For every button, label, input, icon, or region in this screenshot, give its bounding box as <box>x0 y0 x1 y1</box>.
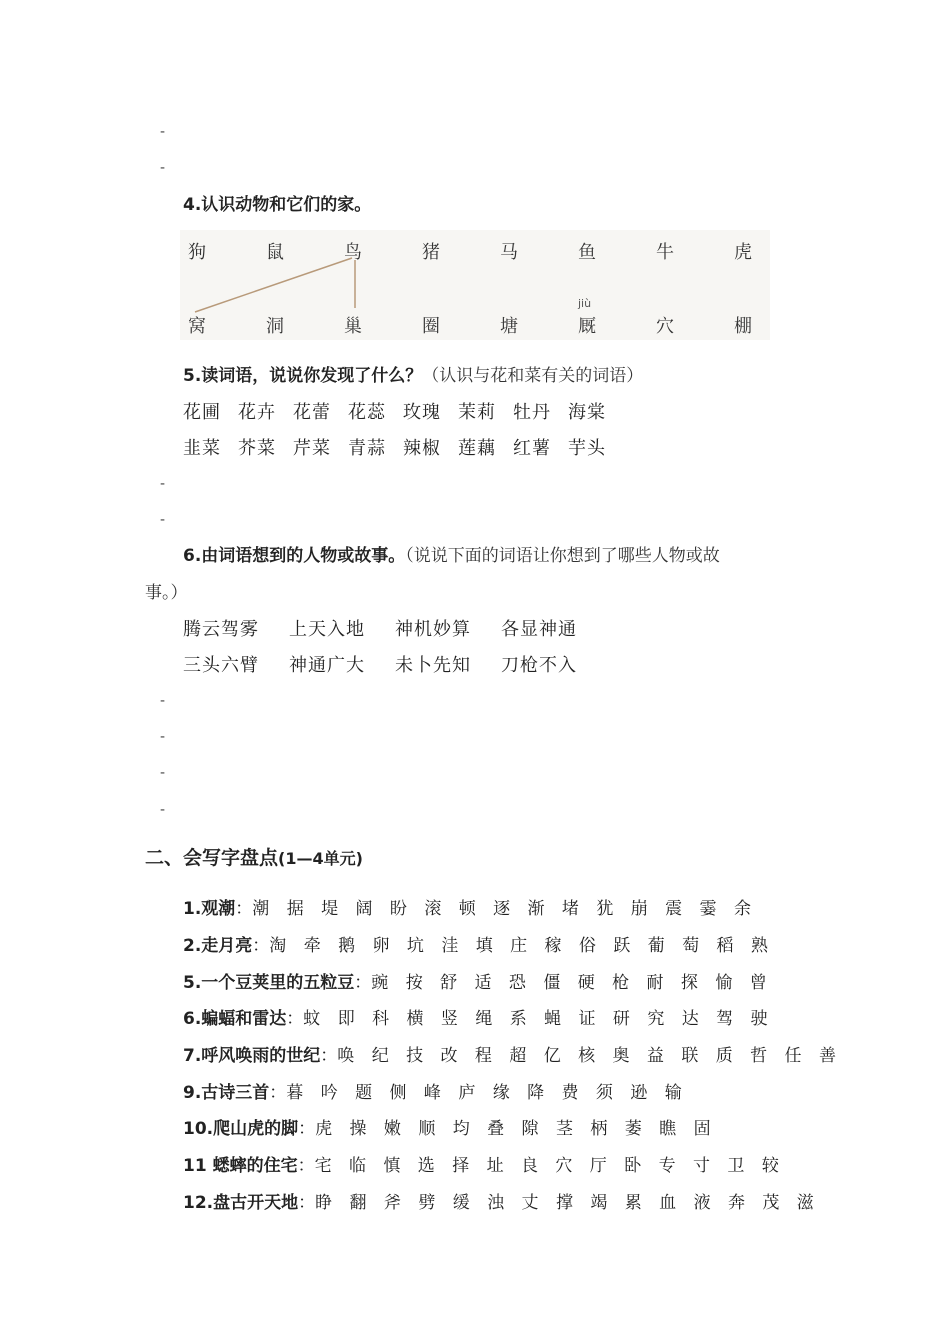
home-char: 塘 <box>500 316 518 337</box>
home-char: 洞 <box>266 316 284 337</box>
lesson-chars: 唤 纪 技 改 程 超 亿 核 奥 益 联 质 哲 任 善 <box>337 1046 842 1066</box>
lesson-name: 2.走月亮 <box>183 936 253 956</box>
animal-char: 牛 <box>656 242 674 263</box>
question-6-heading <box>183 541 720 566</box>
word: 青蒜 <box>348 438 386 459</box>
question-number: 4. <box>183 195 202 215</box>
lesson-chars: 虎 操 嫩 顺 均 叠 隙 茎 柄 萎 瞧 固 <box>315 1119 717 1139</box>
section-title-text: 二、会写字盘点 <box>145 847 279 869</box>
animal-char: 猪 <box>422 242 440 263</box>
animal-char: 狗 <box>188 242 206 263</box>
idiom: 刀枪不入 <box>501 655 577 676</box>
home-char: 圈 <box>422 316 440 337</box>
question-title: 认识动物和它们的家。 <box>201 195 372 215</box>
lesson-chars: 宅 临 慎 选 择 址 良 穴 厅 卧 专 寸 卫 较 <box>314 1156 785 1176</box>
home-char: 窝 <box>188 316 206 337</box>
animal-char: 虎 <box>734 242 752 263</box>
question-note: （说说下面的词语让你想到了哪些人物或故 <box>405 546 720 566</box>
question-6-note-continued <box>145 578 188 603</box>
idioms-row-2 <box>183 651 607 677</box>
question-5-heading <box>183 361 643 386</box>
write-chars-line: 9.古诗三首：暮 吟 题 侧 峰 庐 缘 降 费 须 逊 输 <box>183 1083 688 1103</box>
question-number: 5. <box>183 366 202 386</box>
lesson-name: 7.呼风唤雨的世纪 <box>183 1046 321 1066</box>
word: 海棠 <box>568 402 606 423</box>
lesson-chars: 暮 吟 题 侧 峰 庐 缘 降 费 须 逊 输 <box>286 1083 688 1103</box>
write-chars-line: 2.走月亮：淘 牵 鹅 卵 坑 洼 填 庄 稼 俗 跃 葡 萄 稻 熟 <box>183 936 774 956</box>
lesson-chars: 睁 翻 斧 劈 缓 浊 丈 撑 竭 累 血 液 奔 茂 滋 <box>315 1193 820 1213</box>
idioms-row-1 <box>183 615 607 641</box>
vegetable-words-row <box>183 434 623 460</box>
word: 牡丹 <box>513 402 551 423</box>
lesson-name: 6.蝙蝠和雷达 <box>183 1009 287 1029</box>
idiom: 三头六臂 <box>183 655 259 676</box>
lesson-name: 5.一个豆荚里的五粒豆 <box>183 973 355 993</box>
animal-char: 鱼 <box>578 242 596 263</box>
section-range: (1—4单元) <box>278 849 363 868</box>
word: 韭菜 <box>183 438 221 459</box>
word: 芋头 <box>568 438 606 459</box>
lesson-name: 11 蟋蟀的住宅 <box>183 1156 298 1176</box>
word: 芥菜 <box>238 438 276 459</box>
animal-home-matching-image <box>180 230 770 340</box>
dash-marker: - <box>160 124 166 140</box>
dash-marker: - <box>160 729 166 745</box>
question-note: （认识与花和菜有关的词语） <box>422 366 644 386</box>
word: 花蕊 <box>348 402 386 423</box>
word: 花蕾 <box>293 402 331 423</box>
lesson-name: 1.观潮 <box>183 899 236 919</box>
write-chars-line: 12.盘古开天地：睁 翻 斧 劈 缓 浊 丈 撑 竭 累 血 液 奔 茂 滋 <box>183 1193 820 1213</box>
idiom: 神通广大 <box>289 655 365 676</box>
idiom: 未卜先知 <box>395 655 471 676</box>
dash-marker: - <box>160 476 166 492</box>
question-note-continued: 事。） <box>145 583 188 603</box>
home-char: 厩 <box>578 316 596 337</box>
write-chars-line: 10.爬山虎的脚：虎 操 嫩 顺 均 叠 隙 茎 柄 萎 瞧 固 <box>183 1119 717 1139</box>
write-chars-line: 6.蝙蝠和雷达：蚊 即 科 横 竖 绳 系 蝇 证 研 究 达 驾 驶 <box>183 1009 774 1029</box>
idiom: 神机妙算 <box>395 619 471 640</box>
word: 玫瑰 <box>403 402 441 423</box>
pinyin-label: jiù <box>578 297 592 310</box>
lesson-chars: 蚊 即 科 横 竖 绳 系 蝇 证 研 究 达 驾 驶 <box>303 1009 774 1029</box>
dash-marker: - <box>160 765 166 781</box>
idiom: 上天入地 <box>289 619 365 640</box>
word: 茉莉 <box>458 402 496 423</box>
dash-marker: - <box>160 512 166 528</box>
question-title: 读词语，说说你发现了什么？ <box>201 366 423 386</box>
dash-marker: - <box>160 802 166 818</box>
dash-marker: - <box>160 693 166 709</box>
idiom: 各显神通 <box>501 619 577 640</box>
write-chars-line: 5.一个豆荚里的五粒豆：豌 按 舒 适 恐 僵 硬 枪 耐 探 愉 曾 <box>183 973 773 993</box>
lesson-chars: 豌 按 舒 适 恐 僵 硬 枪 耐 探 愉 曾 <box>371 973 773 993</box>
write-chars-line: 11 蟋蟀的住宅：宅 临 慎 选 择 址 良 穴 厅 卧 专 寸 卫 较 <box>183 1156 785 1176</box>
lesson-name: 9.古诗三首 <box>183 1083 270 1103</box>
write-chars-line: 7.呼风唤雨的世纪：唤 纪 技 改 程 超 亿 核 奥 益 联 质 哲 任 善 <box>183 1046 842 1066</box>
write-chars-line: 1.观潮：潮 据 堤 阔 盼 滚 顿 逐 渐 堵 犹 崩 震 霎 余 <box>183 899 757 919</box>
home-char: 棚 <box>734 316 752 337</box>
dash-marker: - <box>160 160 166 176</box>
home-char: 穴 <box>656 316 674 337</box>
idiom: 腾云驾雾 <box>183 619 259 640</box>
word: 芹菜 <box>293 438 331 459</box>
word: 红薯 <box>513 438 551 459</box>
animal-char: 鸟 <box>344 242 362 263</box>
lesson-name: 10.爬山虎的脚 <box>183 1119 299 1139</box>
question-4-heading <box>183 190 371 215</box>
lesson-chars: 潮 据 堤 阔 盼 滚 顿 逐 渐 堵 犹 崩 震 霎 余 <box>252 899 757 919</box>
question-title: 由词语想到的人物或故事。 <box>201 546 406 566</box>
flower-words-row <box>183 398 623 424</box>
word: 花圃 <box>183 402 221 423</box>
animal-char: 鼠 <box>266 242 284 263</box>
home-char: 巢 <box>344 316 362 337</box>
animal-char: 马 <box>500 242 518 263</box>
question-number: 6. <box>183 546 202 566</box>
lesson-chars: 淘 牵 鹅 卵 坑 洼 填 庄 稼 俗 跃 葡 萄 稻 熟 <box>269 936 774 956</box>
word: 花卉 <box>238 402 276 423</box>
word: 莲藕 <box>458 438 496 459</box>
word: 辣椒 <box>403 438 441 459</box>
section-2-title <box>145 843 363 870</box>
lesson-name: 12.盘古开天地 <box>183 1193 299 1213</box>
